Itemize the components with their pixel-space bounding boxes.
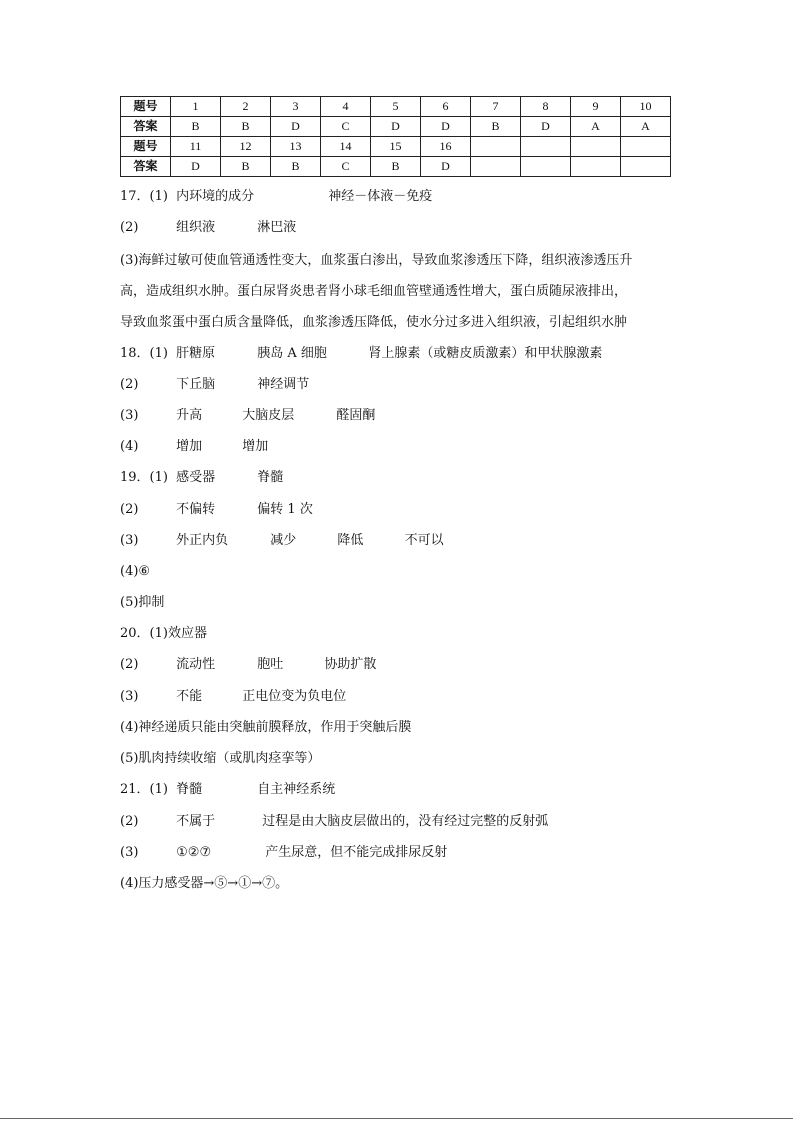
q19-line-4: [120, 563, 150, 581]
table-cell: D: [421, 117, 471, 137]
table-cell: 3: [271, 97, 321, 117]
table-row: [121, 157, 671, 177]
answer-text: 不属于: [176, 814, 216, 829]
q21-line-1: [120, 781, 335, 799]
table-cell: D: [271, 117, 321, 137]
answer-text: 肾上腺素（或糖皮质激素）和甲状腺激素: [368, 346, 603, 361]
table-cell: B: [371, 157, 421, 177]
table-cell: 16: [421, 137, 471, 157]
answer-text: 内环境的成分: [176, 189, 255, 204]
answer-text: 增加: [176, 439, 203, 454]
q18-line-4: [120, 438, 268, 456]
answer-table: [120, 96, 671, 177]
table-cell: 4: [321, 97, 371, 117]
part-number: (4): [120, 439, 139, 454]
part-number: (2): [120, 377, 139, 392]
answer-text: 不能: [176, 689, 203, 704]
answer-text: 大脑皮层: [242, 408, 295, 423]
table-cell: 11: [171, 137, 221, 157]
answer-text: 醛固酮: [336, 408, 376, 423]
table-cell: A: [621, 117, 671, 137]
answer-text: (5)抑制: [120, 595, 165, 610]
table-cell: C: [321, 157, 371, 177]
table-cell: [521, 137, 571, 157]
q21-line-2: [120, 813, 548, 831]
q21-line-3: [120, 844, 447, 862]
table-cell: 1: [171, 97, 221, 117]
table-cell: D: [521, 117, 571, 137]
answer-text: 升高: [176, 408, 203, 423]
answer-text: (5)肌肉持续收缩（或肌肉痉挛等）: [120, 751, 321, 766]
part-number: (2): [120, 220, 139, 235]
table-cell: C: [321, 117, 371, 137]
answer-text: 20．(1)效应器: [120, 626, 207, 641]
row-label: 答案: [121, 157, 171, 177]
answer-text: ①②⑦: [176, 845, 212, 860]
part-number: (3): [120, 689, 139, 704]
answer-text: 协助扩散: [324, 657, 377, 672]
table-cell: 13: [271, 137, 321, 157]
paragraph-line: 高，造成组织水肿。蛋白尿肾炎患者肾小球毛细血管壁通透性增大，蛋白质随尿液排出，: [120, 284, 628, 299]
q19-line-3: [120, 532, 444, 550]
q18-line-1: [120, 345, 602, 363]
table-cell: 12: [221, 137, 271, 157]
answer-text: 增加: [242, 439, 269, 454]
q19-line-2: [120, 501, 313, 519]
part-number: (3): [120, 845, 139, 860]
paragraph-line: 导致血浆蛋中蛋白质含量降低，血浆渗透压降低，使水分过多进入组织液，引起组织水肿: [120, 315, 628, 330]
table-cell: [621, 137, 671, 157]
q20-line-2: [120, 656, 376, 674]
answer-text: 减少: [270, 533, 297, 548]
part-number: (3): [120, 533, 139, 548]
table-cell: [571, 157, 621, 177]
q18-number: 18．(1): [120, 346, 168, 361]
q17-number: 17．(1): [120, 189, 168, 204]
table-cell: B: [271, 157, 321, 177]
paragraph-line: (3)海鲜过敏可使血管通透性变大，血浆蛋白渗出，导致血浆渗透压下降，组织液渗透压升: [120, 253, 633, 268]
table-row: [121, 117, 671, 137]
q17-line-1: [120, 188, 432, 206]
q19-line-5: [120, 594, 164, 612]
answer-text: 肝糖原: [176, 346, 216, 361]
answer-text: 脊髓: [176, 782, 203, 797]
answer-text: 组织液: [176, 220, 216, 235]
table-cell: B: [221, 157, 271, 177]
table-cell: 5: [371, 97, 421, 117]
q21-number: 21．(1): [120, 782, 168, 797]
row-label: 题号: [121, 97, 171, 117]
answer-text: 感受器: [176, 470, 216, 485]
answer-text: (4)⑥: [120, 564, 151, 579]
table-cell: D: [371, 117, 421, 137]
answer-text: 自主神经系统: [257, 782, 336, 797]
answer-text: (4)神经递质只能由突触前膜释放，作用于突触后膜: [120, 720, 412, 735]
table-cell: B: [171, 117, 221, 137]
row-label: 答案: [121, 117, 171, 137]
table-cell: D: [171, 157, 221, 177]
table-cell: D: [421, 157, 471, 177]
q17-paragraph: [120, 245, 680, 338]
table-cell: B: [471, 117, 521, 137]
answer-text: 产生尿意，但不能完成排尿反射: [265, 845, 448, 860]
answer-text: 下丘脑: [176, 377, 216, 392]
q18-line-2: [120, 376, 309, 394]
part-number: (2): [120, 502, 139, 517]
q20-line-1: [120, 625, 207, 643]
table-cell: B: [221, 117, 271, 137]
page-bottom-rule: [0, 1118, 793, 1119]
table-cell: [471, 137, 521, 157]
table-cell: [521, 157, 571, 177]
answer-text: 胰岛 A 细胞: [257, 346, 327, 361]
table-cell: [471, 157, 521, 177]
q18-line-3: [120, 407, 375, 425]
table-row: [121, 137, 671, 157]
answer-text: 不可以: [404, 533, 444, 548]
answer-text: 偏转 1 次: [257, 502, 313, 517]
answer-text: 神经调节: [257, 377, 310, 392]
q20-line-3: [120, 688, 346, 706]
answer-text: 脊髓: [257, 470, 284, 485]
answer-text: 神经－体液－免疫: [328, 189, 433, 204]
part-number: (3): [120, 408, 139, 423]
table-row: [121, 97, 671, 117]
answer-text: 外正内负: [176, 533, 229, 548]
table-cell: 14: [321, 137, 371, 157]
answer-text: 胞吐: [257, 657, 284, 672]
part-number: (2): [120, 814, 139, 829]
q19-number: 19．(1): [120, 470, 168, 485]
answer-text: 流动性: [176, 657, 216, 672]
table-cell: [571, 137, 621, 157]
answer-text: (4)压力感受器→⑤→①→⑦。: [120, 876, 289, 891]
table-cell: 15: [371, 137, 421, 157]
table-cell: 2: [221, 97, 271, 117]
table-cell: 9: [571, 97, 621, 117]
q17-line-2: [120, 219, 296, 237]
table-cell: [621, 157, 671, 177]
answer-text: 不偏转: [176, 502, 216, 517]
q20-line-4: [120, 719, 411, 737]
q21-line-4: [120, 875, 288, 893]
row-label: 题号: [121, 137, 171, 157]
part-number: (2): [120, 657, 139, 672]
answer-text: 正电位变为负电位: [242, 689, 347, 704]
answer-text: 降低: [337, 533, 364, 548]
table-cell: 6: [421, 97, 471, 117]
q20-line-5: [120, 750, 320, 768]
table-cell: 10: [621, 97, 671, 117]
table-cell: A: [571, 117, 621, 137]
answer-text: 淋巴液: [257, 220, 297, 235]
answer-text: 过程是由大脑皮层做出的，没有经过完整的反射弧: [262, 814, 549, 829]
table-cell: 7: [471, 97, 521, 117]
q19-line-1: [120, 469, 283, 487]
table-cell: 8: [521, 97, 571, 117]
